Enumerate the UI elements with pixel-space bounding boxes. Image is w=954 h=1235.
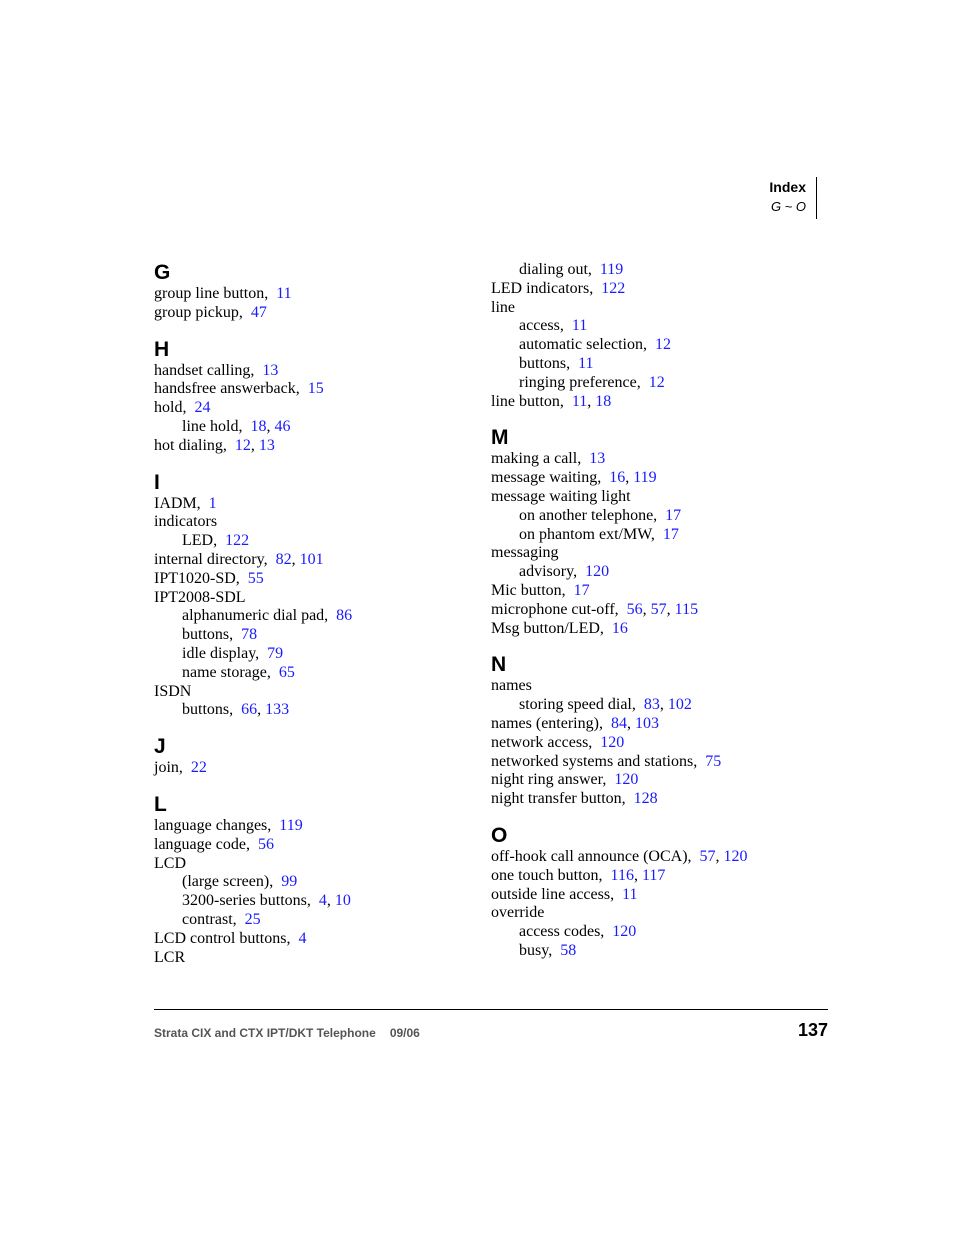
index-entry (491, 904, 821, 923)
index-term: LED indicators (491, 279, 590, 297)
page-reference-link[interactable]: 58 (560, 941, 577, 959)
page-reference-link[interactable]: 83 (643, 696, 660, 714)
page-reference-link[interactable]: 82 (275, 550, 292, 568)
index-term: LED (182, 532, 214, 550)
page-reference-link[interactable]: 133 (265, 701, 290, 719)
page-reference-link[interactable]: 12 (654, 336, 671, 354)
page-reference-link[interactable]: 17 (573, 581, 590, 599)
header-range: G ~ O (770, 199, 806, 214)
page-reference-link[interactable]: 12 (648, 373, 665, 391)
index-letter-heading: G (154, 261, 171, 284)
index-entry: one touch button, 116, 117 (491, 866, 666, 884)
index-term: busy (519, 941, 549, 959)
page-reference-link[interactable]: 65 (278, 663, 295, 681)
page-reference-link[interactable]: 99 (281, 873, 298, 891)
index-term: buttons (519, 354, 567, 372)
page-reference-link[interactable]: 122 (225, 532, 250, 550)
page-reference-link[interactable]: 17 (662, 525, 679, 543)
index-subentry: advisory, 120 (519, 563, 610, 581)
index-letter-heading: N (491, 653, 507, 677)
page-reference-link[interactable]: 13 (589, 450, 606, 468)
index-entry: hot dialing, 12, 13 (154, 436, 275, 454)
page-reference-link[interactable]: 13 (262, 361, 279, 379)
page-reference-link[interactable]: 128 (633, 790, 658, 808)
index-term: access (519, 317, 560, 335)
page-reference-link[interactable]: 103 (634, 714, 659, 732)
page-reference-link[interactable]: 55 (247, 569, 264, 587)
index-entry: handsfree answerback, 15 (154, 380, 324, 398)
page-reference-link[interactable]: 120 (723, 847, 748, 865)
index-term: networked systems and stations (491, 752, 694, 770)
index-term: advisory (519, 563, 574, 581)
index-subentry: idle display, 79 (182, 644, 284, 662)
index-term: handsfree answerback (154, 380, 296, 398)
index-term: ISDN (154, 682, 192, 700)
index-entry (491, 677, 821, 696)
index-term: buttons (182, 626, 230, 644)
index-term: language code (154, 835, 246, 853)
page-reference-link[interactable]: 11 (571, 392, 588, 410)
header-title: Index (769, 179, 806, 195)
index-entry (491, 544, 821, 563)
index-subentry: (large screen), 99 (182, 873, 298, 891)
index-entry: group pickup, 47 (154, 303, 267, 321)
index-entry: network access, 120 (491, 733, 625, 751)
index-term: (large screen) (182, 873, 270, 891)
index-entry: outside line access, 11 (491, 885, 638, 903)
index-term: line button (491, 392, 560, 410)
index-subentry: access, 11 (519, 317, 588, 335)
index-term: IADM (154, 494, 197, 512)
index-subentry: buttons, 11 (519, 354, 594, 372)
index-term: messaging (491, 544, 559, 562)
index-entry: group line button, 11 (154, 285, 292, 302)
index-term: hot dialing (154, 436, 223, 454)
index-term: language changes (154, 816, 268, 834)
page-reference-link[interactable]: 120 (614, 771, 639, 789)
index-entry: making a call, 13 (491, 450, 606, 468)
page-reference-link[interactable]: 13 (258, 436, 275, 454)
index-term: Mic button (491, 581, 562, 599)
index-subentry: LED, 122 (182, 532, 250, 550)
index-entry: IADM, 1 (154, 494, 217, 512)
index-subentry: alphanumeric dial pad, 86 (182, 607, 353, 625)
page-reference-link[interactable]: 120 (585, 563, 610, 581)
index-entry (154, 683, 484, 702)
footer-date: 09/06 (389, 1026, 420, 1040)
index-entry: microphone cut-off, 56, 57, 115 (491, 600, 699, 618)
index-term: access codes (519, 923, 601, 941)
index-term: automatic selection (519, 336, 643, 354)
index-term: names (491, 677, 532, 695)
index-entry (154, 589, 484, 608)
index-term: group pickup (154, 303, 239, 321)
index-term: IPT1020-SD (154, 569, 236, 587)
page-reference-link[interactable]: 11 (571, 317, 588, 335)
index-entry: message waiting, 16, 119 (491, 469, 657, 487)
page-reference-link[interactable]: 102 (667, 696, 692, 714)
index-entry: language changes, 119 (154, 816, 303, 834)
index-term: message waiting light (491, 487, 631, 505)
page-reference-link[interactable]: 15 (307, 380, 324, 398)
index-subentry: 3200-series buttons, 4, 10 (182, 892, 351, 910)
index-subentry: access codes, 120 (519, 923, 637, 941)
page-reference-link[interactable]: 86 (336, 607, 353, 625)
index-entry: off-hook call announce (OCA), 57, 120 (491, 847, 748, 865)
page-reference-link[interactable]: 119 (633, 469, 657, 487)
index-entry (491, 299, 821, 318)
index-entry (491, 488, 821, 507)
index-subentry: on phantom ext/MW, 17 (519, 525, 679, 543)
page-reference-link[interactable]: 25 (244, 910, 261, 928)
index-term: dialing out (519, 261, 588, 278)
page-reference-link[interactable]: 24 (194, 399, 211, 417)
index-term: one touch button (491, 866, 599, 884)
index-column-right (491, 261, 821, 961)
index-term: internal directory (154, 550, 264, 568)
index-term: handset calling (154, 361, 251, 379)
index-subentry: dialing out, 119 (519, 261, 624, 278)
page-reference-link[interactable]: 79 (267, 644, 284, 662)
index-term: idle display (182, 644, 256, 662)
index-term: line hold (182, 417, 239, 435)
index-entry (154, 513, 484, 532)
index-entry: Msg button/LED, 16 (491, 619, 628, 637)
index-subentry: ringing preference, 12 (519, 373, 665, 391)
page-reference-link[interactable]: 56 (626, 600, 643, 618)
page-number: 137 (797, 1020, 828, 1040)
index-term: buttons (182, 701, 230, 719)
index-term: night transfer button (491, 790, 622, 808)
index-subentry: buttons, 66, 133 (182, 701, 290, 719)
page-reference-link[interactable]: 101 (299, 550, 324, 568)
index-entry: networked systems and stations, 75 (491, 752, 722, 770)
index-entry: names (entering), 84, 103 (491, 714, 659, 732)
index-term: override (491, 904, 545, 922)
running-header (769, 177, 817, 219)
index-entry: LCD control buttons, 4 (154, 929, 307, 947)
page-reference-link[interactable]: 17 (665, 506, 682, 524)
index-letter-heading: J (154, 735, 166, 759)
page-reference-link[interactable]: 120 (612, 923, 637, 941)
page-reference-link[interactable]: 78 (241, 626, 258, 644)
index-term: making a call (491, 450, 578, 468)
page-reference-link[interactable]: 57 (650, 600, 667, 618)
page-reference-link[interactable]: 4 (318, 892, 327, 910)
index-letter-heading: I (154, 470, 160, 494)
footer-book-info (154, 1026, 420, 1040)
index-term: on another telephone (519, 506, 654, 524)
page-reference-link[interactable]: 46 (274, 417, 291, 435)
index-letter-heading: L (154, 792, 167, 816)
index-subentry: line hold, 18, 46 (182, 417, 291, 435)
index-entry: internal directory, 82, 101 (154, 550, 324, 568)
page-reference-link[interactable]: 119 (599, 261, 624, 278)
page-reference-link[interactable]: 18 (250, 417, 267, 435)
index-term: network access (491, 733, 589, 751)
index-letter-heading: M (491, 426, 509, 450)
index-term: on phantom ext/MW (519, 525, 651, 543)
index-term: outside line access (491, 885, 611, 903)
page-reference-link[interactable]: 122 (601, 279, 626, 297)
index-subentry: buttons, 78 (182, 626, 258, 644)
index-entry: hold, 24 (154, 399, 211, 417)
index-entry (154, 855, 484, 874)
index-term: alphanumeric dial pad (182, 607, 325, 625)
index-subentry: contrast, 25 (182, 910, 261, 928)
index-letter-heading: O (491, 823, 508, 847)
page-reference-link[interactable]: 47 (250, 303, 267, 321)
index-entry (154, 949, 484, 968)
page-reference-link[interactable]: 57 (699, 847, 716, 865)
index-entry: line button, 11, 18 (491, 392, 612, 410)
index-term: LCD (154, 854, 186, 872)
page-reference-link[interactable]: 116 (610, 866, 634, 884)
page-reference-link[interactable]: 117 (641, 866, 666, 884)
page-reference-link[interactable]: 84 (610, 714, 627, 732)
page-reference-link[interactable]: 66 (241, 701, 258, 719)
index-subentry: name storage, 65 (182, 663, 295, 681)
index-term: indicators (154, 513, 218, 531)
page-reference-link[interactable]: 11 (578, 354, 594, 372)
page-reference-link[interactable]: 11 (276, 285, 292, 302)
page-reference-link[interactable]: 120 (600, 733, 625, 751)
page-reference-link[interactable]: 22 (190, 759, 207, 777)
index-term: group line button (154, 285, 265, 302)
page-reference-link[interactable]: 16 (611, 619, 628, 637)
index-entry: night ring answer, 120 (491, 771, 639, 789)
index-term: join (154, 759, 179, 777)
index-term: off-hook call announce (OCA) (491, 847, 688, 865)
index-subentry: busy, 58 (519, 941, 577, 959)
index-term: name storage (182, 663, 267, 681)
page-reference-link[interactable]: 115 (674, 600, 699, 618)
index-term: microphone cut-off (491, 600, 615, 618)
page-reference-link[interactable]: 11 (622, 885, 638, 903)
index-term: hold (154, 399, 183, 417)
footer-book-title: Strata CIX and CTX IPT/DKT Telephone (154, 1026, 376, 1040)
index-term: contrast (182, 910, 233, 928)
index-subentry: automatic selection, 12 (519, 336, 671, 354)
index-term: night ring answer (491, 771, 603, 789)
index-term: 3200-series buttons (182, 892, 307, 910)
index-entry: IPT1020-SD, 55 (154, 569, 264, 587)
index-entry: Mic button, 17 (491, 581, 590, 599)
index-entry: night transfer button, 128 (491, 790, 658, 808)
index-term: ringing preference (519, 373, 637, 391)
index-entry: language code, 56 (154, 835, 274, 853)
index-letter-heading: H (154, 337, 170, 361)
footer-divider (154, 1009, 828, 1010)
index-term: LCR (154, 948, 186, 966)
index-entry: LED indicators, 122 (491, 279, 626, 297)
index-term: LCD control buttons (154, 929, 287, 947)
index-term: IPT2008-SDL (154, 588, 246, 606)
index-term: line (491, 298, 515, 316)
page-reference-link[interactable]: 12 (234, 436, 251, 454)
page-reference-link[interactable]: 75 (705, 752, 722, 770)
index-subentry: storing speed dial, 83, 102 (519, 696, 692, 714)
index-entry: handset calling, 13 (154, 361, 279, 379)
page-reference-link[interactable]: 10 (334, 892, 351, 910)
index-term: names (entering) (491, 714, 599, 732)
page-reference-link[interactable]: 16 (609, 469, 626, 487)
index-term: message waiting (491, 469, 598, 487)
page-reference-link[interactable]: 18 (595, 392, 612, 410)
index-entry: join, 22 (154, 759, 207, 777)
index-column-left (154, 261, 484, 967)
page-reference-link[interactable]: 56 (257, 835, 274, 853)
index-subentry: on another telephone, 17 (519, 506, 682, 524)
page-reference-link[interactable]: 1 (208, 494, 217, 512)
index-term: Msg button/LED (491, 619, 600, 637)
page-reference-link[interactable]: 4 (298, 929, 307, 947)
index-term: storing speed dial (519, 696, 632, 714)
page-reference-link[interactable]: 119 (279, 816, 303, 834)
